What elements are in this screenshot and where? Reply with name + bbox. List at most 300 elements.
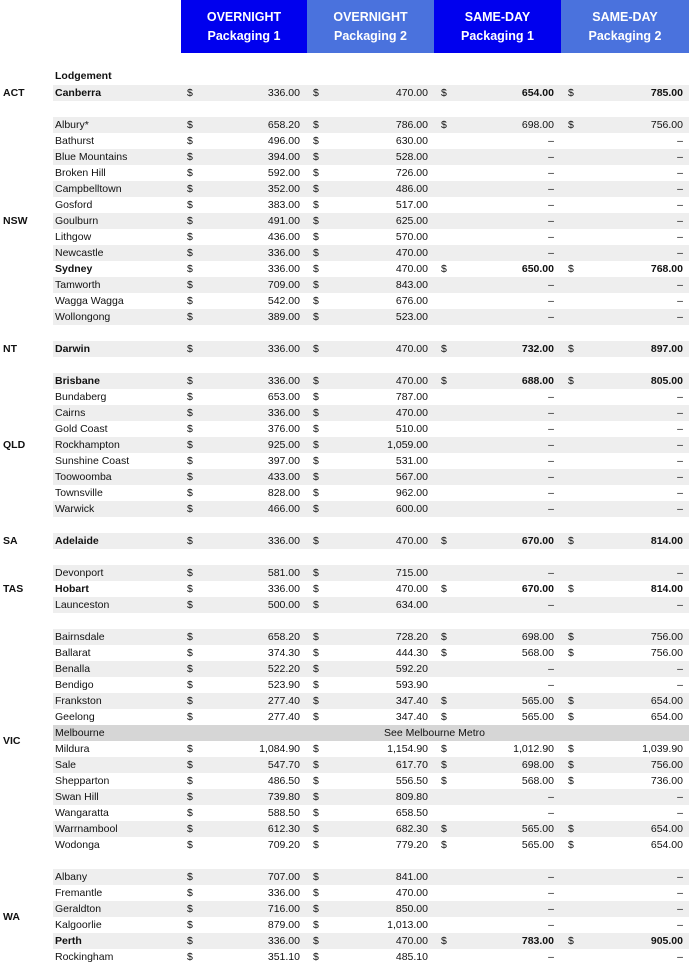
location-name: Toowoomba [55,471,112,483]
rate-value: 397.00 [267,455,300,467]
rate-value: – [677,455,683,467]
currency-symbol: $ [187,151,193,163]
table-row [53,757,689,773]
location-name: Albany [55,871,88,883]
currency-symbol: $ [187,871,193,883]
rate-value: 565.00 [521,823,554,835]
table-row [53,485,689,501]
rate-value: 565.00 [521,695,554,707]
rate-value: – [677,151,683,163]
table-row [53,789,689,805]
rate-value: – [677,887,683,899]
state-label: ACT [3,87,25,99]
rate-value: 389.00 [267,311,300,323]
rate-value: 491.00 [267,215,300,227]
rate-value: 786.00 [395,119,428,131]
currency-symbol: $ [187,295,193,307]
rate-value: 470.00 [395,535,428,547]
table-row [53,773,689,789]
currency-symbol: $ [313,663,319,675]
rate-value: 897.00 [650,343,683,355]
table-row [53,197,689,213]
location-name: Townsville [55,487,103,499]
rate-value: – [548,279,554,291]
rate-value: – [548,503,554,515]
rate-value: 841.00 [395,871,428,883]
currency-symbol: $ [313,839,319,851]
currency-symbol: $ [313,583,319,595]
location-name: Bendigo [55,679,94,691]
location-name: Canberra [55,87,102,99]
table-row [53,741,689,757]
rate-value: 470.00 [395,87,428,99]
currency-symbol: $ [187,87,193,99]
table-row [53,213,689,229]
currency-symbol: $ [313,183,319,195]
currency-symbol: $ [568,743,574,755]
currency-symbol: $ [313,471,319,483]
currency-symbol: $ [441,119,447,131]
table-row [53,405,689,421]
rate-value: 588.50 [267,807,300,819]
state-label: VIC [3,735,21,747]
table-row [53,165,689,181]
rate-value: 531.00 [395,455,428,467]
location-name: Benalla [55,663,91,675]
table-row [53,293,689,309]
table-row [53,885,689,901]
currency-symbol: $ [313,679,319,691]
rate-value: – [677,663,683,675]
rate-value: 592.20 [395,663,428,675]
rate-value: 542.00 [267,295,300,307]
row-note: See Melbourne Metro [384,727,485,739]
currency-symbol: $ [441,711,447,723]
location-name: Hobart [55,583,89,595]
rate-value: 879.00 [267,919,300,931]
location-name: Fremantle [55,887,103,899]
table-row [53,229,689,245]
rate-value: 470.00 [395,247,428,259]
currency-symbol: $ [187,743,193,755]
location-name: Rockingham [55,951,114,963]
currency-symbol: $ [441,743,447,755]
currency-symbol: $ [187,375,193,387]
currency-symbol: $ [568,839,574,851]
header-overnight-packaging-1 [181,0,307,53]
table-row [53,805,689,821]
currency-symbol: $ [187,647,193,659]
currency-symbol: $ [313,151,319,163]
currency-symbol: $ [187,695,193,707]
currency-symbol: $ [187,599,193,611]
table-row [53,725,689,741]
currency-symbol: $ [187,183,193,195]
rate-value: 528.00 [395,151,428,163]
currency-symbol: $ [187,807,193,819]
rate-value: – [548,791,554,803]
location-name: Kalgoorlie [55,919,102,931]
location-name: Broken Hill [55,167,106,179]
rate-value: 383.00 [267,199,300,211]
currency-symbol: $ [187,455,193,467]
currency-symbol: $ [187,231,193,243]
location-name: Gold Coast [55,423,108,435]
currency-symbol: $ [187,631,193,643]
rate-value: 739.80 [267,791,300,803]
table-row [53,181,689,197]
rate-value: – [548,903,554,915]
currency-symbol: $ [187,135,193,147]
currency-symbol: $ [313,135,319,147]
currency-symbol: $ [568,695,574,707]
rate-value: 732.00 [521,343,554,355]
currency-symbol: $ [187,951,193,963]
currency-symbol: $ [568,583,574,595]
header-line1: OVERNIGHT [333,9,408,24]
rate-value: – [548,807,554,819]
rate-value: – [548,311,554,323]
currency-symbol: $ [313,311,319,323]
table-row [53,85,689,101]
header-same-day-packaging-2 [561,0,689,53]
rate-value: 654.00 [521,87,554,99]
location-name: Bundaberg [55,391,107,403]
rate-value: – [677,471,683,483]
currency-symbol: $ [187,407,193,419]
currency-symbol: $ [313,647,319,659]
rate-value: 962.00 [395,487,428,499]
header-line2: Packaging 1 [207,28,281,43]
currency-symbol: $ [313,87,319,99]
rate-value: 1,059.00 [387,439,428,451]
currency-symbol: $ [313,247,319,259]
table-row [53,389,689,405]
table-row [53,421,689,437]
rate-value: 486.50 [267,775,300,787]
header-line1: SAME-DAY [592,9,658,24]
table-row [53,933,689,949]
rate-value: – [548,567,554,579]
rate-value: 466.00 [267,503,300,515]
currency-symbol: $ [568,631,574,643]
header-line1: OVERNIGHT [206,9,282,24]
rate-value: 470.00 [395,583,428,595]
rate-value: – [677,311,683,323]
currency-symbol: $ [313,263,319,275]
rate-value: – [548,391,554,403]
rate-value: 783.00 [521,935,554,947]
table-row [53,469,689,485]
rate-value: – [677,423,683,435]
rate-value: 376.00 [267,423,300,435]
header-line2: Packaging 1 [461,28,534,43]
table-row [53,309,689,325]
rate-value: 654.00 [650,695,683,707]
rate-value: – [677,231,683,243]
rate-value: – [548,151,554,163]
rate-value: 698.00 [521,631,554,643]
rate-value: 470.00 [395,407,428,419]
rate-value: 787.00 [395,391,428,403]
currency-symbol: $ [187,679,193,691]
header-same-day-packaging-1 [434,0,561,53]
rate-value: 600.00 [395,503,428,515]
location-name: Geelong [55,711,95,723]
rate-value: – [677,247,683,259]
table-row [53,597,689,613]
location-name: Swan Hill [55,791,99,803]
rate-value: – [677,199,683,211]
currency-symbol: $ [187,311,193,323]
currency-symbol: $ [187,215,193,227]
rate-value: 336.00 [267,343,300,355]
rate-value: 336.00 [267,375,300,387]
rate-value: – [548,919,554,931]
rate-value: 843.00 [395,279,428,291]
rate-value: 653.00 [267,391,300,403]
rate-value: 470.00 [395,887,428,899]
rate-value: 517.00 [395,199,428,211]
rate-value: 336.00 [267,247,300,259]
rate-value: 336.00 [267,583,300,595]
rate-value: – [677,135,683,147]
currency-symbol: $ [187,823,193,835]
rate-value: 1,154.90 [387,743,428,755]
table-row [53,133,689,149]
location-name: Newcastle [55,247,104,259]
currency-symbol: $ [313,935,319,947]
rate-value: 682.30 [395,823,428,835]
currency-symbol: $ [441,775,447,787]
rate-value: 658.20 [267,631,300,643]
currency-symbol: $ [187,759,193,771]
rate-value: 905.00 [650,935,683,947]
rate-value: 336.00 [267,535,300,547]
rate-value: 581.00 [267,567,300,579]
rate-value: 565.00 [521,839,554,851]
rate-value: 654.00 [650,711,683,723]
currency-symbol: $ [313,391,319,403]
rate-value: 351.10 [267,951,300,963]
currency-symbol: $ [313,903,319,915]
rate-value: 728.20 [395,631,428,643]
currency-symbol: $ [441,647,447,659]
table-row [53,565,689,581]
rate-value: 715.00 [395,567,428,579]
rate-value: 698.00 [521,119,554,131]
rate-value: 556.50 [395,775,428,787]
table-row [53,869,689,885]
rate-value: 625.00 [395,215,428,227]
currency-symbol: $ [313,711,319,723]
rate-value: 814.00 [650,583,683,595]
rate-value: – [548,247,554,259]
location-name: Geraldton [55,903,102,915]
rate-value: 716.00 [267,903,300,915]
rate-value: – [548,199,554,211]
currency-symbol: $ [187,583,193,595]
rate-value: – [548,455,554,467]
location-name: Mildura [55,743,90,755]
rate-value: – [677,487,683,499]
currency-symbol: $ [568,87,574,99]
table-row [53,277,689,293]
table-row [53,453,689,469]
rate-value: – [548,487,554,499]
currency-symbol: $ [187,391,193,403]
rate-value: – [677,679,683,691]
state-label: QLD [3,439,26,451]
rate-value: 374.30 [267,647,300,659]
currency-symbol: $ [441,839,447,851]
rate-value: 485.10 [395,951,428,963]
currency-symbol: $ [187,471,193,483]
currency-symbol: $ [187,663,193,675]
rate-value: 352.00 [267,183,300,195]
currency-symbol: $ [568,935,574,947]
currency-symbol: $ [187,247,193,259]
table-row [53,837,689,853]
table-row [53,917,689,933]
table-row [53,949,689,965]
rate-value: – [548,951,554,963]
rate-value: 925.00 [267,439,300,451]
currency-symbol: $ [187,167,193,179]
currency-symbol: $ [568,535,574,547]
location-name: Brisbane [55,375,100,387]
rate-value: 654.00 [650,839,683,851]
rate-value: 612.30 [267,823,300,835]
table-row [53,709,689,725]
table-row [53,437,689,453]
rate-value: 277.40 [267,695,300,707]
rate-value: 394.00 [267,151,300,163]
currency-symbol: $ [313,119,319,131]
currency-symbol: $ [313,167,319,179]
rate-value: 726.00 [395,167,428,179]
currency-symbol: $ [441,631,447,643]
rate-value: 568.00 [521,775,554,787]
rate-value: 634.00 [395,599,428,611]
rate-value: 500.00 [267,599,300,611]
currency-symbol: $ [313,295,319,307]
rate-value: 592.00 [267,167,300,179]
currency-symbol: $ [187,343,193,355]
location-name: Sunshine Coast [55,455,130,467]
location-name: Sydney [55,263,93,275]
currency-symbol: $ [313,631,319,643]
table-row [53,341,689,357]
rate-value: – [548,183,554,195]
currency-symbol: $ [187,791,193,803]
rate-value: 1,012.90 [513,743,554,755]
state-label: NSW [3,215,28,227]
currency-symbol: $ [313,231,319,243]
rate-value: 336.00 [267,935,300,947]
currency-symbol: $ [441,823,447,835]
location-name: Rockhampton [55,439,120,451]
currency-symbol: $ [568,823,574,835]
location-name: Wollongong [55,311,111,323]
rate-value: 617.70 [395,759,428,771]
currency-symbol: $ [187,567,193,579]
location-name: Shepparton [55,775,110,787]
rate-value: 347.40 [395,695,428,707]
currency-symbol: $ [441,263,447,275]
currency-symbol: $ [187,503,193,515]
location-name: Perth [55,935,82,947]
currency-symbol: $ [313,343,319,355]
rate-value: – [677,215,683,227]
table-row [53,821,689,837]
rate-value: 814.00 [650,535,683,547]
currency-symbol: $ [313,887,319,899]
location-name: Warrnambool [55,823,118,835]
currency-symbol: $ [313,487,319,499]
rate-value: – [677,599,683,611]
currency-symbol: $ [187,839,193,851]
rate-value: 676.00 [395,295,428,307]
rate-value: 688.00 [521,375,554,387]
rate-value: – [677,807,683,819]
currency-symbol: $ [313,823,319,835]
rate-value: 809.80 [395,791,428,803]
rate-value: 567.00 [395,471,428,483]
rate-value: 658.20 [267,119,300,131]
currency-symbol: $ [313,695,319,707]
rate-value: 593.90 [395,679,428,691]
state-label: SA [3,535,18,547]
location-name: Gosford [55,199,93,211]
rate-value: – [548,663,554,675]
table-row [53,501,689,517]
rate-value: 709.20 [267,839,300,851]
rate-value: 670.00 [521,535,554,547]
rate-value: 570.00 [395,231,428,243]
rate-value: – [677,567,683,579]
rate-value: 277.40 [267,711,300,723]
currency-symbol: $ [187,199,193,211]
location-name: Lithgow [55,231,92,243]
rate-value: 1,039.90 [642,743,683,755]
rate-value: 347.40 [395,711,428,723]
currency-symbol: $ [187,487,193,499]
table-row [53,645,689,661]
currency-symbol: $ [313,807,319,819]
rate-value: 470.00 [395,935,428,947]
location-name: Adelaide [55,535,99,547]
rate-value: – [548,439,554,451]
currency-symbol: $ [313,567,319,579]
rate-value: – [548,407,554,419]
location-name: Ballarat [55,647,91,659]
rate-value: – [677,951,683,963]
rate-value: – [548,679,554,691]
header-overnight-packaging-2 [307,0,434,53]
currency-symbol: $ [313,199,319,211]
table-row [53,149,689,165]
rate-value: – [548,871,554,883]
rate-value: 670.00 [521,583,554,595]
rate-value: 496.00 [267,135,300,147]
location-name: Wodonga [55,839,100,851]
currency-symbol: $ [187,263,193,275]
table-row [53,581,689,597]
rate-value: 336.00 [267,87,300,99]
currency-symbol: $ [313,455,319,467]
location-name: Sale [55,759,77,771]
